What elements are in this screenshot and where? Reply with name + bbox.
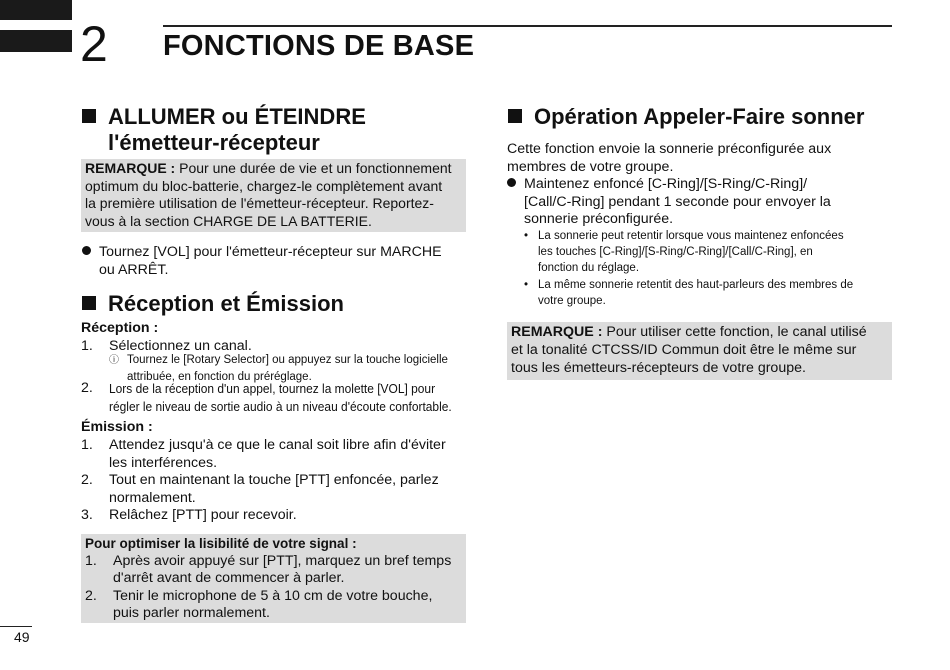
step-number: 1.: [85, 552, 97, 569]
step-text: les interférences.: [109, 454, 218, 471]
step-number: 2.: [81, 472, 93, 488]
chapter-tab-bar: [0, 30, 72, 52]
note-text: Pour utiliser cette fonction, le canal utilisé: [602, 324, 867, 340]
power-bullet: [82, 244, 442, 279]
sub-text: votre groupe.: [538, 295, 606, 307]
square-bullet-icon: [82, 296, 96, 310]
page-number-rule: [0, 626, 32, 627]
step-number: 1.: [81, 338, 93, 354]
heading-text: Réception et Émission: [108, 291, 344, 316]
step-text: Tenir le microphone de 5 à 10 cm de votre bouche,: [113, 587, 433, 604]
list-item: [85, 553, 461, 588]
step-number: 3.: [81, 507, 93, 523]
info-icon: ⓘ: [109, 355, 119, 366]
chapter-title: FONCTIONS DE BASE: [163, 30, 475, 62]
tips-box: [81, 534, 466, 623]
chapter-tab-bar-top: [0, 0, 72, 20]
note-text: la première utilisation de l'émetteur-récepteur. Reportez-: [85, 195, 434, 211]
note-text: attribuée, en fonction du préréglage.: [127, 371, 312, 383]
sub-text: La sonnerie peut retentir lorsque vous maintenez enfoncées: [538, 230, 844, 242]
list-item: [524, 277, 899, 309]
list-item: [81, 507, 471, 525]
bullet-text: ou ARRÊT.: [99, 261, 169, 278]
list-item: [81, 472, 471, 507]
step-text: Tout en maintenant la touche [PTT] enfoncée, parlez: [109, 472, 439, 488]
square-bullet-icon: [82, 109, 96, 123]
list-item: [85, 588, 461, 623]
bullet-text: sonnerie préconfigurée.: [524, 211, 674, 227]
call-ring-bullet: [507, 176, 897, 229]
note-text: tous les émetteurs-récepteurs de votre groupe.: [511, 360, 806, 376]
note-text: et la tonalité CTCSS/ID Commun doit être le même sur: [511, 342, 857, 358]
note-text: optimum du bloc-batterie, chargez-le complètement avant: [85, 177, 443, 194]
step-text: d'arrêt avant de commencer à parler.: [113, 570, 345, 586]
sub-bullet-text: [538, 277, 853, 309]
step-number: 2.: [81, 380, 93, 396]
bullet-dot-icon: [82, 246, 91, 255]
note-text: vous à la section CHARGE DE LA BATTERIE.: [85, 212, 372, 229]
step-text: puis parler normalement.: [113, 605, 270, 621]
step-text: Lors de la réception d'un appel, tournez la molette [VOL] pour: [109, 381, 436, 396]
call-ring-sub-bullets: [524, 228, 899, 309]
step-text: Sélectionnez un canal.: [109, 338, 252, 354]
chapter-rule: [163, 25, 892, 27]
tips-title: Pour optimiser la lisibilité de votre signal :: [85, 536, 357, 551]
intro-text: membres de votre groupe.: [507, 158, 674, 175]
heading-line: ALLUMER ou ÉTEINDRE: [108, 104, 366, 129]
bullet-text: Maintenez enfoncé [C-Ring]/[S-Ring/C-Ring]/: [524, 176, 808, 192]
step-number: 1.: [81, 437, 93, 453]
bullet-dot-icon: [507, 178, 516, 187]
note-box-battery: [81, 159, 466, 232]
emission-title: Émission :: [81, 419, 153, 435]
step-text: régler le niveau de sortie audio à un niveau d'écoute confortable.: [109, 399, 452, 414]
step-text: Après avoir appuyé sur [PTT], marquez un bref temps: [113, 552, 452, 569]
list-item: [81, 437, 471, 472]
sub-bullet-text: [538, 228, 844, 276]
heading-text: Opération Appeler-Faire sonner: [534, 104, 865, 129]
reception-step-2: [81, 380, 481, 416]
note-label: REMARQUE :: [85, 160, 176, 176]
note-box-call-ring: [507, 322, 892, 380]
note-label: REMARQUE :: [511, 324, 603, 340]
bullet-text: Tournez [VOL] pour l'émetteur-récepteur sur MARCHE: [99, 244, 442, 260]
step-text: Relâchez [PTT] pour recevoir.: [109, 507, 297, 523]
emission-steps: [81, 437, 471, 525]
sub-text: les touches [C-Ring]/[S-Ring/C-Ring]/[Call/C-Ring], en: [538, 246, 813, 258]
square-bullet-icon: [508, 109, 522, 123]
sub-bullet-icon: •: [524, 279, 529, 291]
reception-title: Réception :: [81, 320, 159, 336]
page-number: 49: [14, 629, 30, 645]
call-ring-intro: [507, 141, 892, 176]
step-text: normalement.: [109, 489, 196, 506]
section-heading-call-ring: [508, 104, 864, 130]
section-heading-power: [82, 104, 366, 156]
note-text: Tournez le [Rotary Selector] ou appuyez sur la touche logicielle: [127, 354, 448, 366]
intro-text: Cette fonction envoie la sonnerie préconfigurée aux: [507, 141, 832, 157]
step-number: 2.: [85, 587, 97, 604]
section-heading-rxtx: [82, 291, 344, 317]
note-text: Pour une durée de vie et un fonctionnement: [175, 160, 452, 176]
list-item: [524, 228, 899, 276]
heading-line: l'émetteur-récepteur: [108, 130, 320, 155]
sub-text: fonction du réglage.: [538, 262, 640, 274]
step-text: Attendez jusqu'à ce que le canal soit libre afin d'éviter: [109, 437, 446, 453]
bullet-text: [Call/C-Ring] pendant 1 seconde pour envoyer la: [524, 193, 831, 210]
sub-text: La même sonnerie retentit des haut-parleurs des membres de: [538, 279, 854, 291]
sub-bullet-icon: •: [524, 230, 529, 242]
chapter-number: 2: [80, 16, 108, 72]
